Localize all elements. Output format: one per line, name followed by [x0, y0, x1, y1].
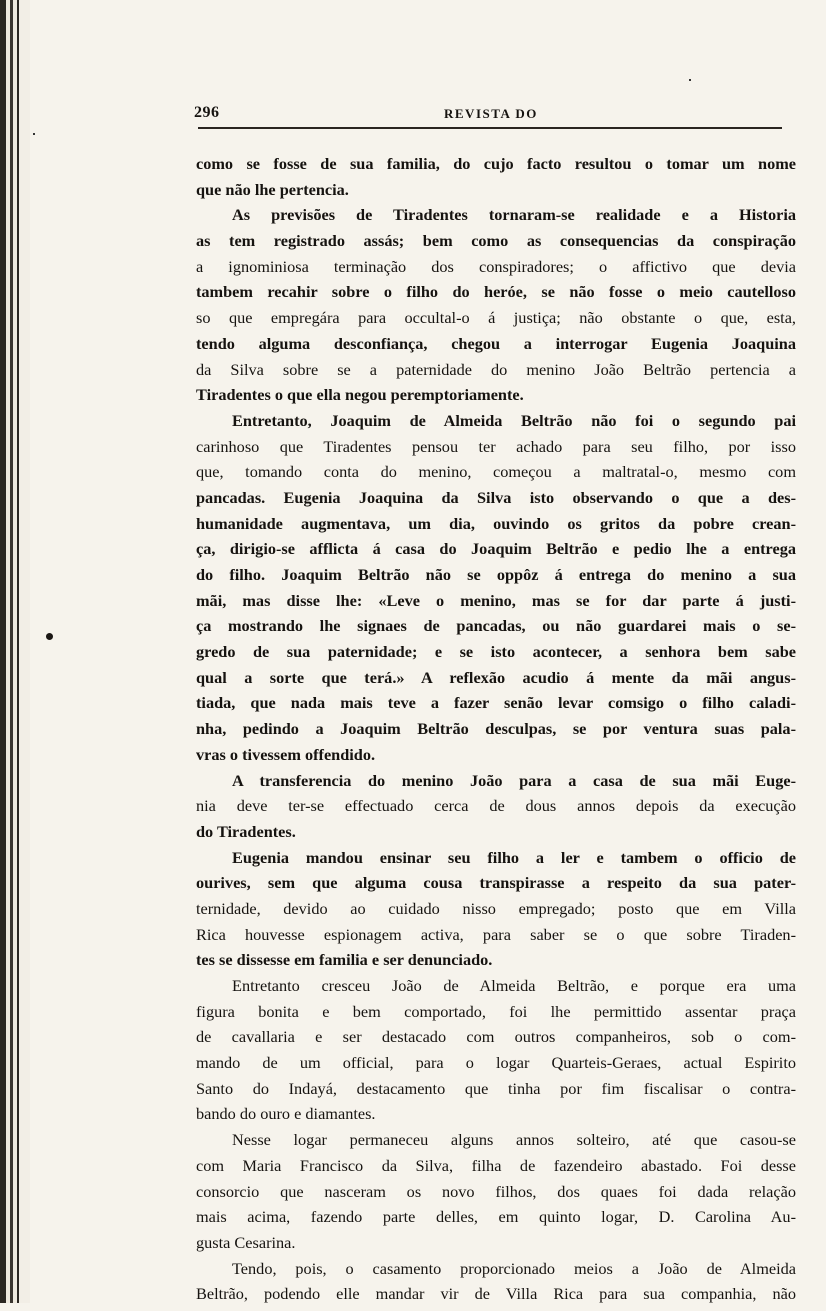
text-line: Rica houvesse espionagem activa, para saber se o que sobre Tiraden- — [196, 924, 796, 944]
text-line: tiada, que nada mais teve a fazer senão levar comsigo o filho caladi- — [196, 693, 796, 713]
ink-spot — [46, 633, 53, 640]
text-line: Santo do Indayá, destacamento que tinha por fim fiscalisar o contra- — [196, 1078, 796, 1098]
text-line: mando de um official, para o logar Quarteis-Geraes, actual Espirito — [196, 1053, 796, 1073]
book-binding-edge — [0, 0, 30, 1303]
text-line: com Maria Francisco da Silva, filha de fazendeiro abastado. Foi desse — [196, 1155, 796, 1175]
body-text — [196, 151, 796, 1311]
text-line: so que empregára para occultal-o á justiça; não obstante o que, esta, — [196, 308, 796, 328]
text-line: do Tiradentes. — [196, 821, 296, 841]
text-line: que não lhe pertencia. — [196, 179, 349, 199]
text-line: figura bonita e bem comportado, foi lhe permittido assentar praça — [196, 1001, 796, 1021]
text-line: Nesse logar permaneceu alguns annos solteiro, até que casou-se — [232, 1130, 796, 1150]
text-line: ça mostrando lhe signaes de pancadas, ou não guardarei mais o se- — [196, 616, 796, 636]
text-line: nia deve ter-se effectuado cerca de dous annos depois da execução — [196, 796, 796, 816]
ink-speck — [33, 133, 35, 135]
text-line: vras o tivessem offendido. — [196, 744, 376, 764]
page-header — [194, 104, 784, 128]
text-line: gusta Cesarina. — [196, 1232, 296, 1252]
text-line: Tendo, pois, o casamento proporcionado meios a João de Almeida — [232, 1258, 796, 1278]
text-line: ourives, sem que alguma cousa transpirasse a respeito da sua pater- — [196, 873, 796, 893]
text-line: como se fosse de sua familia, do cujo facto resultou o tomar um nome — [196, 154, 796, 173]
text-line: ternidade, devido ao cuidado nisso empregado; posto que em Villa — [196, 898, 796, 918]
text-line: que, tomando conta do menino, começou a maltratal-o, mesmo com — [196, 462, 796, 482]
text-line: carinhoso que Tiradentes pensou ter achado para seu filho, por isso — [196, 436, 796, 456]
text-line: ça, dirigio-se afflicta á casa do Joaquim Beltrão e pedio lhe a entrega — [196, 539, 796, 559]
text-line: As previsões de Tiradentes tornaram-se realidade e a Historia — [232, 205, 796, 225]
text-line: da Silva sobre se a paternidade do menino João Beltrão pertencia a — [196, 359, 796, 379]
text-line: tendo alguma desconfiança, chegou a interrogar Eugenia Joaquina — [196, 333, 796, 353]
text-line: bando do ouro e diamantes. — [196, 1104, 376, 1124]
text-line: consorcio que nasceram os novo filhos, dos quaes foi dada relação — [196, 1181, 796, 1201]
text-line: tes se dissesse em familia e ser denunciado. — [196, 950, 493, 970]
text-line: mais acima, fazendo parte delles, em quinto logar, D. Carolina Au- — [196, 1207, 796, 1227]
text-line: as tem registrado assás; bem como as consequencias da conspiração — [196, 231, 796, 251]
header-rule — [198, 127, 782, 129]
text-line: Entretanto cresceu João de Almeida Beltrão, e porque era uma — [232, 976, 796, 995]
text-line: mãi, mas disse lhe: «Leve o menino, mas se for dar parte á justi- — [196, 590, 796, 610]
text-line: Eugenia mandou ensinar seu filho a ler e tambem o officio de — [232, 847, 796, 867]
text-line: qual a sorte que terá.» A reflexão acudio á mente da mãi angus- — [196, 667, 796, 687]
text-line: nha, pedindo a Joaquim Beltrão desculpas, se por ventura suas pala- — [196, 719, 796, 739]
text-line: a ignominiosa terminação dos conspiradores; o affictivo que devia — [196, 256, 796, 276]
ink-speck — [689, 79, 691, 81]
page-number: 296 — [194, 104, 220, 121]
text-line: pancadas. Eugenia Joaquina da Silva isto observando o que a des- — [196, 487, 796, 507]
text-line: A transferencia do menino João para a casa de sua mãi Euge- — [232, 770, 796, 790]
text-line: gredo de sua paternidade; e se isto acontecer, a senhora bem sabe — [196, 642, 796, 662]
running-title: REVISTA DO — [444, 106, 538, 121]
text-line: tambem recahir sobre o filho do heróe, se não fosse o meio cautelloso — [196, 282, 796, 302]
text-line: humanidade augmentava, um dia, ouvindo os gritos da pobre crean- — [196, 513, 796, 533]
text-line: de cavallaria e ser destacado com outros companheiros, sob o com- — [196, 1027, 796, 1047]
text-line: Beltrão, podendo elle mandar vir de Villa Rica para sua companhia, não — [196, 1284, 796, 1304]
text-line: Entretanto, Joaquim de Almeida Beltrão não foi o segundo pai — [232, 410, 796, 430]
text-line: Tiradentes o que ella negou peremptoriamente. — [196, 385, 524, 405]
text-line: do filho. Joaquim Beltrão não se oppôz á entrega do menino a sua — [196, 565, 796, 584]
